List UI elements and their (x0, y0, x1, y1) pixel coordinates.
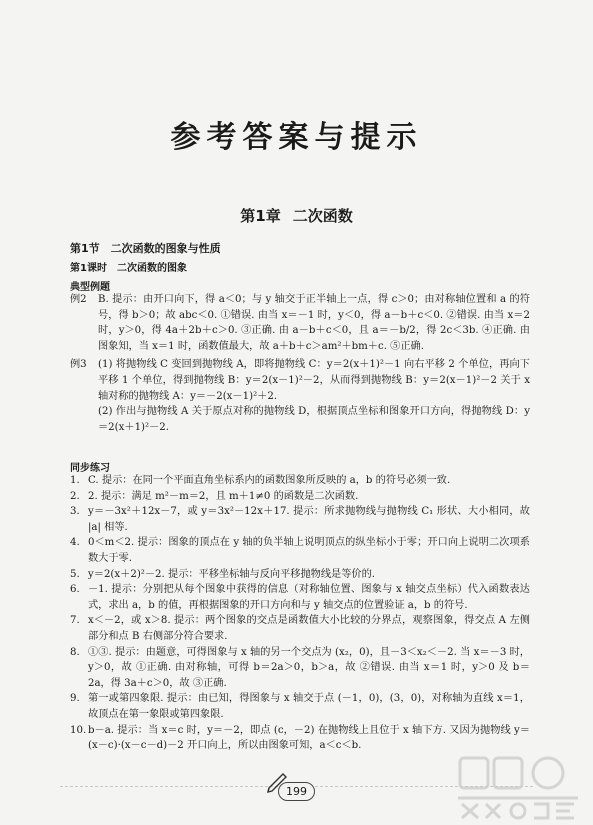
page-number-badge: 199 (278, 782, 315, 801)
exercise-item (70, 473, 530, 489)
example-text: B. 提示：由开口向下，得 a＜0；与 y 轴交于正半轴上一点，得 c＞0；由对称轴位置和 a 的符号，得 b＞0；故 abc＜0. ①错误. 由当 x＝－1 时，y＜0，得 a－b＋c＜0. ②错误. 由当 x＝2 时，y＞0，得 4a＋2b＋c＞0. ③正确. 由 a－b＋c＜0，且 a＝－b/2，得 2c＜3b. ④正确. 由图象知，当 x＝1 时，函数值最大，故 a＋b＋c＞am²＋bm＋c. ⑤正确. (98, 294, 530, 352)
page-title: 参考答案与提示 (170, 120, 423, 155)
category-heading-examples: 典型例题 (70, 282, 110, 293)
exercise-label: 9. (70, 693, 80, 705)
exercise-text: 2. 提示：满足 m²－m＝2，且 m＋1≠0 的函数是二次函数. (88, 490, 359, 502)
exercise-item (70, 613, 530, 644)
chapter-name: 二次函数 (292, 207, 353, 225)
exercise-label: 6. (70, 584, 80, 596)
example-item (70, 404, 530, 435)
exercise-label: 10. (70, 724, 87, 736)
category-heading-exercises: 同步练习 (70, 463, 110, 474)
example-text: (1) 将抛物线 C 变回到抛物线 A，即将抛物线 C：y＝2(x＋1)²－1 向右平移 2 个单位，再向下平移 1 个单位，得到抛物线 B：y＝2(x－1)²－2，从而得到抛物线 B：y＝2(x－1)²－2 关于 x 轴对称的抛物线 A：y＝－2(x－1)²＋2. (98, 359, 530, 402)
exercise-item (70, 535, 530, 566)
exercise-text: y＝2(x＋2)²－2. 提示：平移坐标轴与反向平移抛物线是等价的. (88, 568, 376, 580)
lesson-heading: 第1课时 二次函数的图象 (70, 263, 187, 274)
exercise-text: 第一或第四象限. 提示：由已知，得图象与 x 轴交于点 (－1，0)，(3，0)，对称轴为直线 x＝1，故顶点在第一象限或第四象限. (88, 693, 530, 720)
exercise-label: 2. (70, 490, 80, 502)
exercise-item (70, 691, 530, 722)
exercise-text: x＜－2，或 x＞8. 提示：两个图象的交点是函数值大小比较的分界点，观察图象，得交点 A 左侧部分和点 B 右侧部分符合要求. (88, 615, 530, 642)
exercise-item (70, 504, 530, 535)
chapter-heading (0, 205, 593, 226)
exercise-text: y＝－3x²＋12x－7，或 y＝3x²－12x＋17. 提示：所求抛物线与抛物线 C₁ 形状、大小相同，故 |a| 相等. (88, 506, 530, 533)
example-label: 例3 (70, 359, 87, 371)
exercise-item (70, 645, 530, 692)
watermark-logo-icon (452, 752, 584, 822)
exercise-text: 0＜m＜2. 提示：图象的顶点在 y 轴的负半轴上说明顶点的纵坐标小于零；开口向上说明二次项系数大于零. (88, 537, 530, 564)
exercise-label: 3. (70, 506, 80, 518)
exercise-text: b－a. 提示：当 x＝c 时，y＝－2，即点 (c，－2) 在抛物线上且位于 x 轴下方. 又因为抛物线 y＝(x－c)·(x－c－d)－2 开口向上，所以由图象可知，a＜c＜b. (88, 724, 530, 752)
exercise-label: 1. (70, 475, 80, 486)
chapter-number: 第1章 (240, 207, 281, 225)
exercise-label: 4. (70, 537, 80, 549)
exercise-label: 7. (70, 615, 80, 627)
exercise-item (70, 567, 530, 583)
exercise-text: －1. 提示：分别把从每个图象中获得的信息（对称轴位置、图象与 x 轴交点坐标）代入函数表达式，求出 a，b 的值，再根据图象的开口方向和与 y 轴交点的位置验证 a，b 的符号. (88, 584, 530, 611)
example-text: (2) 作出与抛物线 A 关于原点对称的抛物线 D，根据顶点坐标和图象开口方向，得抛物线 D：y＝2(x＋1)²－2. (98, 406, 530, 433)
exercise-text: C. 提示：在同一个平面直角坐标系内的函数图象所反映的 a，b 的符号必须一致. (88, 475, 451, 486)
exercise-text: ①③. 提示：由题意，可得图象与 x 轴的另一个交点为 (x₂，0)，且－3＜x₂＜－2. 当 x＝－3 时，y＞0，故 ①正确. 由对称轴，可得 b＝2a＞0，b＞a，故 ②错误. 由当 x＝1 时，y＞0 及 b＝2a，得 3a＋c＞0，故 ③正确. (88, 646, 530, 689)
exercise-label: 5. (70, 568, 80, 580)
example-label: 例2 (70, 294, 87, 305)
exercise-label: 8. (70, 646, 80, 658)
examples-block (70, 292, 530, 435)
example-item (70, 292, 530, 354)
example-item (70, 357, 530, 404)
exercise-item (70, 723, 530, 754)
exercise-item (70, 582, 530, 613)
exercises-block (70, 473, 530, 754)
exercise-item (70, 489, 530, 505)
section-heading: 第1节 二次函数的图象与性质 (70, 242, 221, 255)
